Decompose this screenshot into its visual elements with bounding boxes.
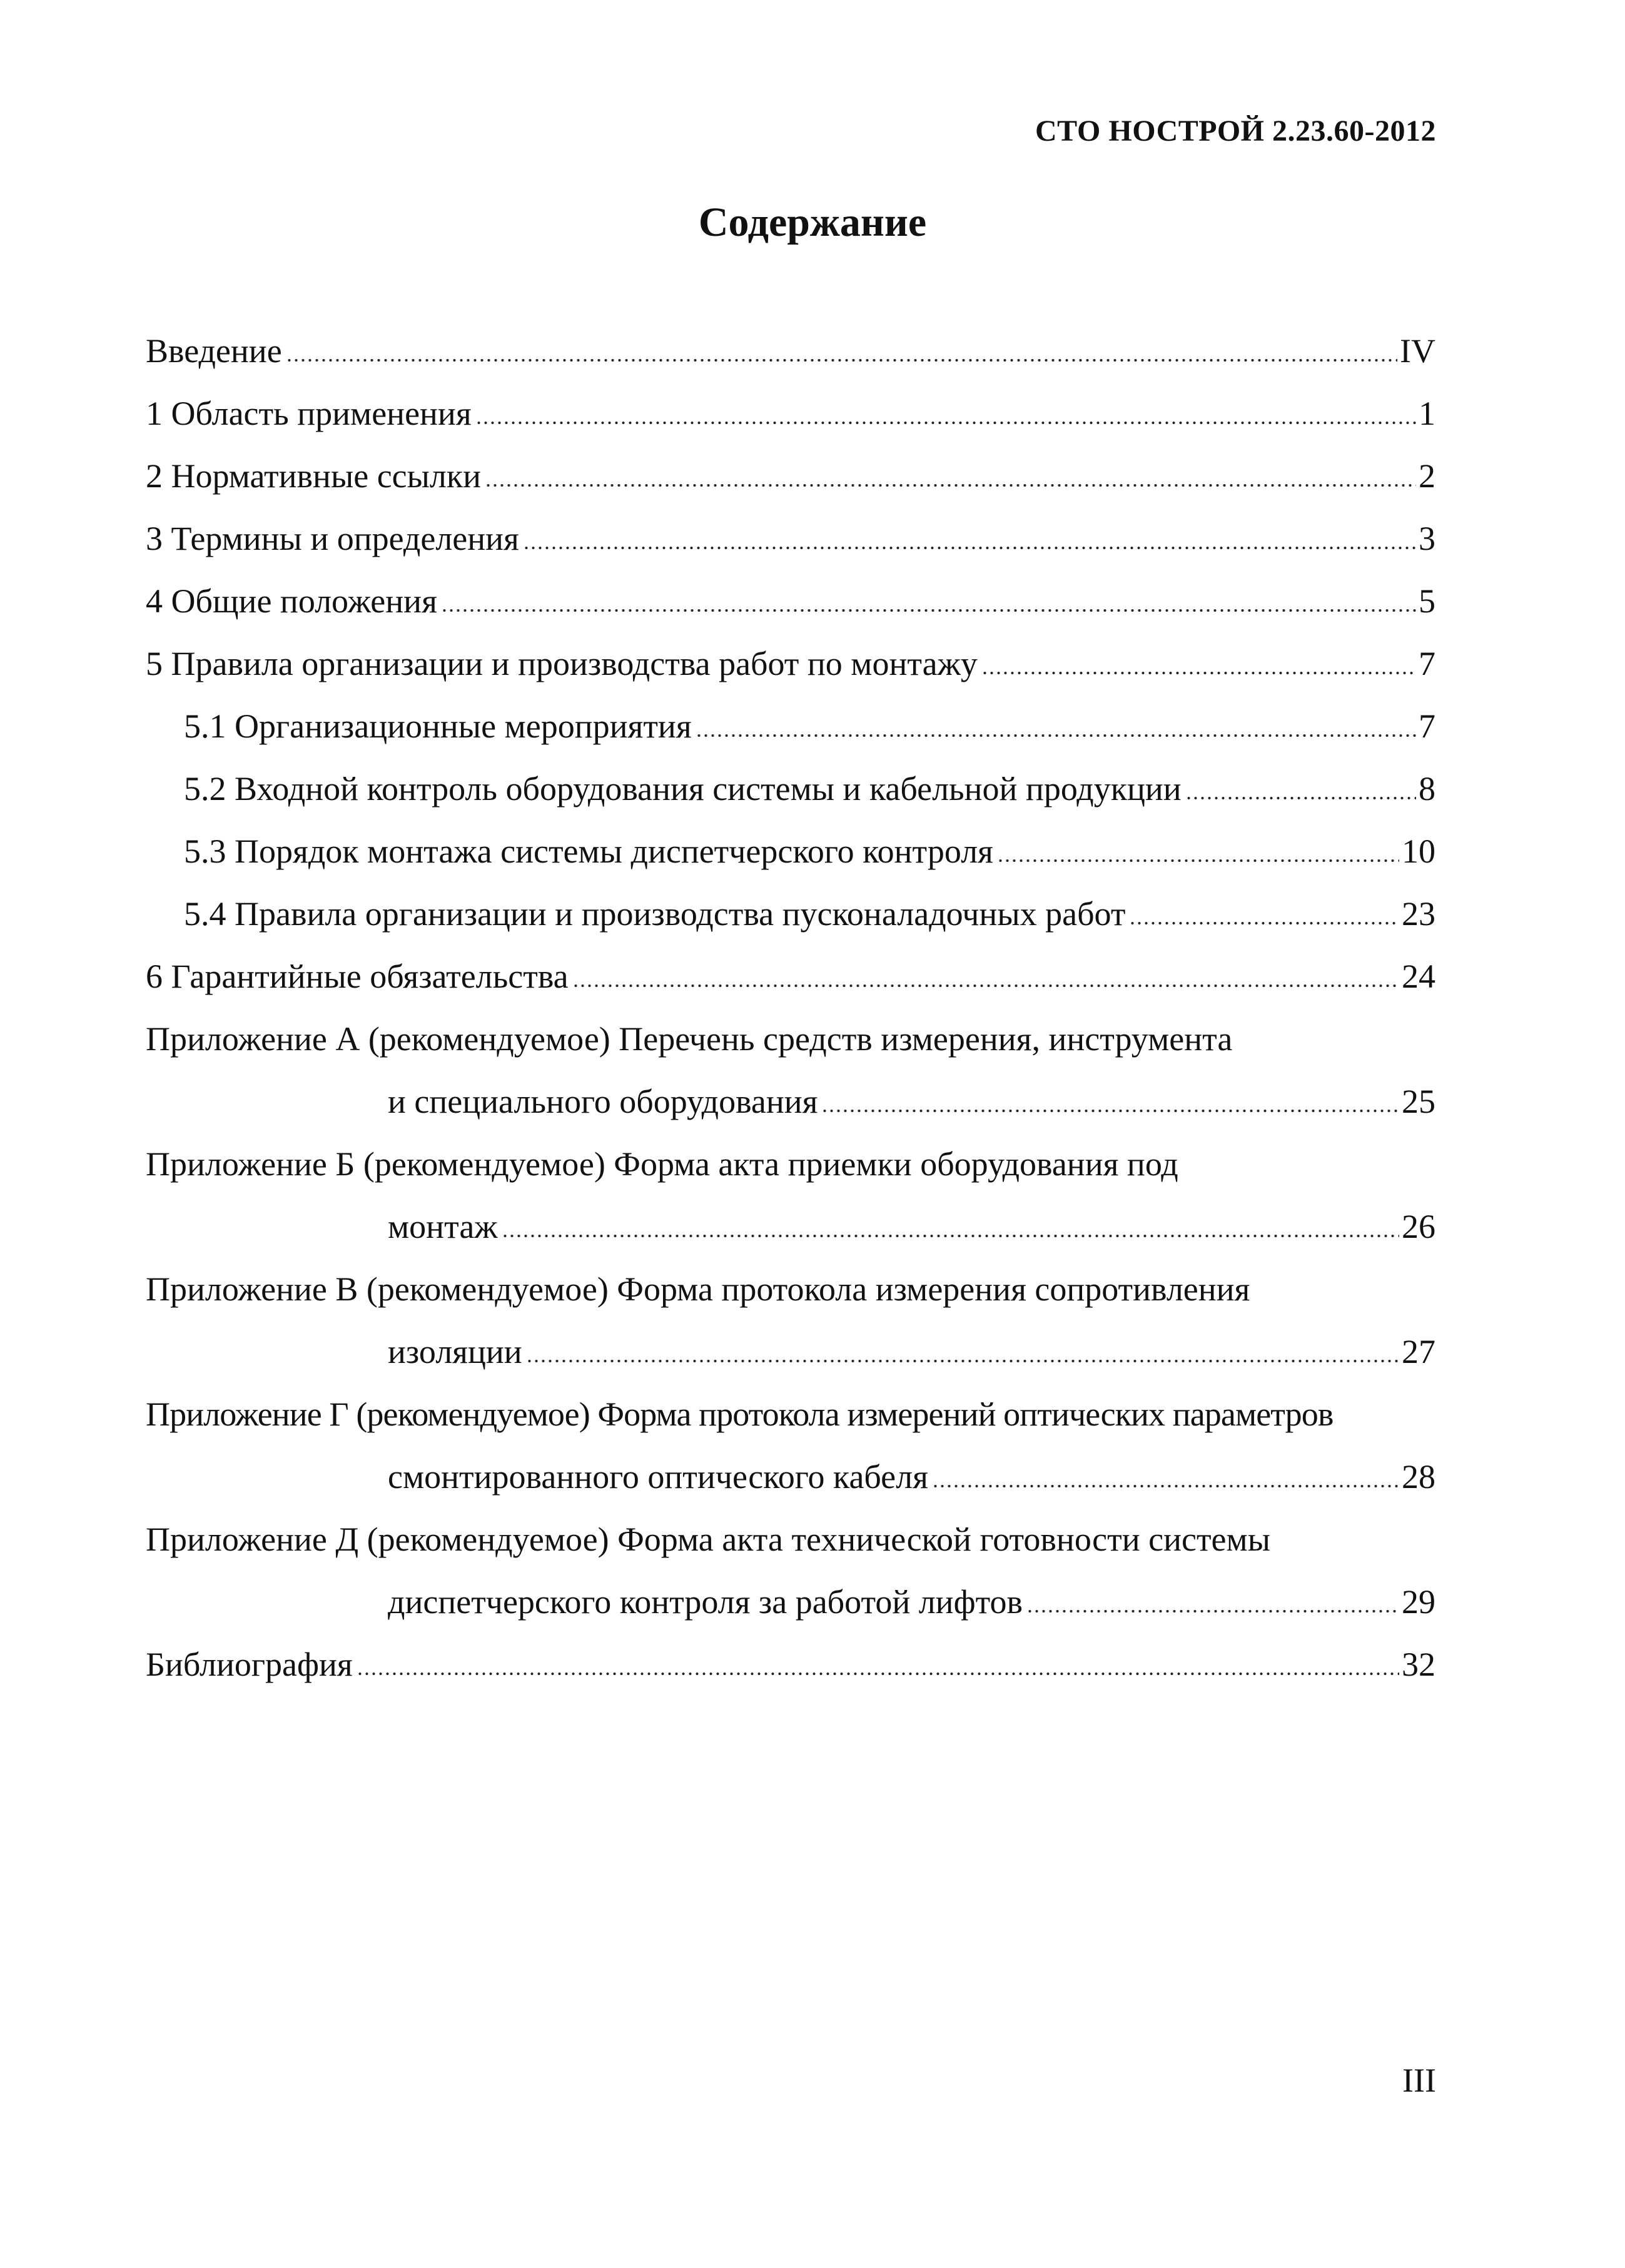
- toc-entry-introduction[interactable]: [146, 319, 1435, 382]
- toc-entry-appendix-v[interactable]: [146, 1257, 1435, 1320]
- page-number: III: [1402, 2062, 1436, 2099]
- toc-entry-text: Приложение В (рекомендуемое) Форма протокола измерения сопротивления: [146, 1270, 1250, 1308]
- toc-entry-text: 4 Общие положения: [146, 582, 437, 620]
- toc-entry-appendix-a-continuation[interactable]: [388, 1070, 1435, 1132]
- dot-leader: [357, 1672, 1399, 1676]
- toc-entry-text: 5.4 Правила организации и производства пусконаладочных работ: [184, 895, 1126, 933]
- toc-entry-text: 2 Нормативные ссылки: [146, 457, 481, 495]
- toc-entry-text: Приложение Д (рекомендуемое) Форма акта технической готовности системы: [146, 1521, 1270, 1558]
- dot-leader: [523, 546, 1416, 550]
- toc-entry-text: 3 Термины и определения: [146, 520, 519, 557]
- toc-page-number: 32: [1402, 1646, 1435, 1683]
- toc-entry-text: изоляции: [388, 1333, 522, 1370]
- toc-page-number: 24: [1402, 958, 1435, 995]
- toc-entry-section-6[interactable]: [146, 944, 1435, 1007]
- toc-page-number: 23: [1402, 895, 1435, 933]
- toc-page-number: 26: [1402, 1208, 1435, 1245]
- dot-leader: [997, 859, 1399, 863]
- toc-page-number: 10: [1402, 833, 1435, 870]
- toc-entry-section-1[interactable]: [146, 382, 1435, 444]
- toc-entry-section-4[interactable]: [146, 569, 1435, 632]
- toc-entry-appendix-d[interactable]: [146, 1507, 1435, 1570]
- toc-page-number: 7: [1419, 645, 1435, 682]
- toc-entry-text: Приложение А (рекомендуемое) Перечень средств измерения, инструмента: [146, 1020, 1233, 1058]
- toc-page-number: 3: [1419, 520, 1435, 557]
- toc-page-number: 28: [1402, 1458, 1435, 1496]
- toc-entry-section-2[interactable]: [146, 444, 1435, 507]
- toc-entry-section-5-2[interactable]: [184, 757, 1435, 819]
- dot-leader: [932, 1484, 1399, 1488]
- dot-leader: [1026, 1609, 1399, 1613]
- toc-entry-text: 1 Область применения: [146, 395, 472, 432]
- toc-page-number: 1: [1419, 395, 1435, 432]
- toc-page-number: 25: [1402, 1083, 1435, 1120]
- dot-leader: [286, 358, 1397, 362]
- toc-entry-text: Библиография: [146, 1646, 353, 1683]
- toc-entry-appendix-g[interactable]: [146, 1382, 1435, 1445]
- toc-page-number: 27: [1402, 1333, 1435, 1370]
- toc-entry-section-5[interactable]: [146, 632, 1435, 694]
- toc-entry-section-3[interactable]: [146, 507, 1435, 569]
- dot-leader: [1129, 921, 1399, 925]
- toc-entry-text: 6 Гарантийные обязательства: [146, 958, 569, 995]
- toc-entry-text: диспетчерского контроля за работой лифтов: [388, 1583, 1023, 1621]
- toc-entry-appendix-v-continuation[interactable]: [388, 1320, 1435, 1382]
- dot-leader: [572, 984, 1399, 988]
- toc-entry-text: смонтированного оптического кабеля: [388, 1458, 928, 1496]
- toc-entry-text: 5.3 Порядок монтажа системы диспетчерского контроля: [184, 833, 993, 870]
- toc-entry-section-5-3[interactable]: [184, 819, 1435, 882]
- toc-page-number: 5: [1419, 582, 1435, 620]
- toc-entry-bibliography[interactable]: [146, 1633, 1435, 1695]
- toc-page-number: IV: [1400, 332, 1435, 370]
- dot-leader: [475, 421, 1416, 425]
- dot-leader: [502, 1234, 1399, 1238]
- toc-page-number: 7: [1419, 707, 1435, 745]
- toc-page-number: 8: [1419, 770, 1435, 807]
- toc-entry-section-5-4[interactable]: [184, 882, 1435, 944]
- toc-page-number: 29: [1402, 1583, 1435, 1621]
- document-code: СТО НОСТРОЙ 2.23.60-2012: [1035, 114, 1436, 148]
- toc-entry-text: Приложение Г (рекомендуемое) Форма протокола измерений оптических параметров: [146, 1395, 1334, 1433]
- toc-entry-section-5-1[interactable]: [184, 694, 1435, 757]
- toc-entry-appendix-a[interactable]: [146, 1007, 1435, 1070]
- toc-entry-text: 5.1 Организационные мероприятия: [184, 707, 692, 745]
- toc-entry-text: и специального оборудования: [388, 1083, 818, 1120]
- dot-leader: [1185, 796, 1416, 800]
- toc-entry-text: 5.2 Входной контроль оборудования системы и кабельной продукции: [184, 770, 1182, 807]
- dot-leader: [441, 609, 1416, 612]
- toc-entry-text: 5 Правила организации и производства работ по монтажу: [146, 645, 978, 682]
- toc-entry-appendix-d-continuation[interactable]: [388, 1570, 1435, 1633]
- dot-leader: [696, 734, 1416, 737]
- dot-leader: [526, 1359, 1399, 1363]
- toc-entry-text: Введение: [146, 332, 282, 370]
- toc-entry-appendix-g-continuation[interactable]: [388, 1445, 1435, 1507]
- toc-entry-text: монтаж: [388, 1208, 498, 1245]
- toc-entry-appendix-b[interactable]: [146, 1132, 1435, 1195]
- toc-page-number: 2: [1419, 457, 1435, 495]
- toc-entry-appendix-b-continuation[interactable]: [388, 1195, 1435, 1257]
- page-title: Содержание: [698, 200, 927, 245]
- dot-leader: [485, 483, 1416, 487]
- toc-entry-text: Приложение Б (рекомендуемое) Форма акта приемки оборудования под: [146, 1145, 1178, 1183]
- dot-leader: [981, 671, 1416, 675]
- dot-leader: [821, 1109, 1399, 1113]
